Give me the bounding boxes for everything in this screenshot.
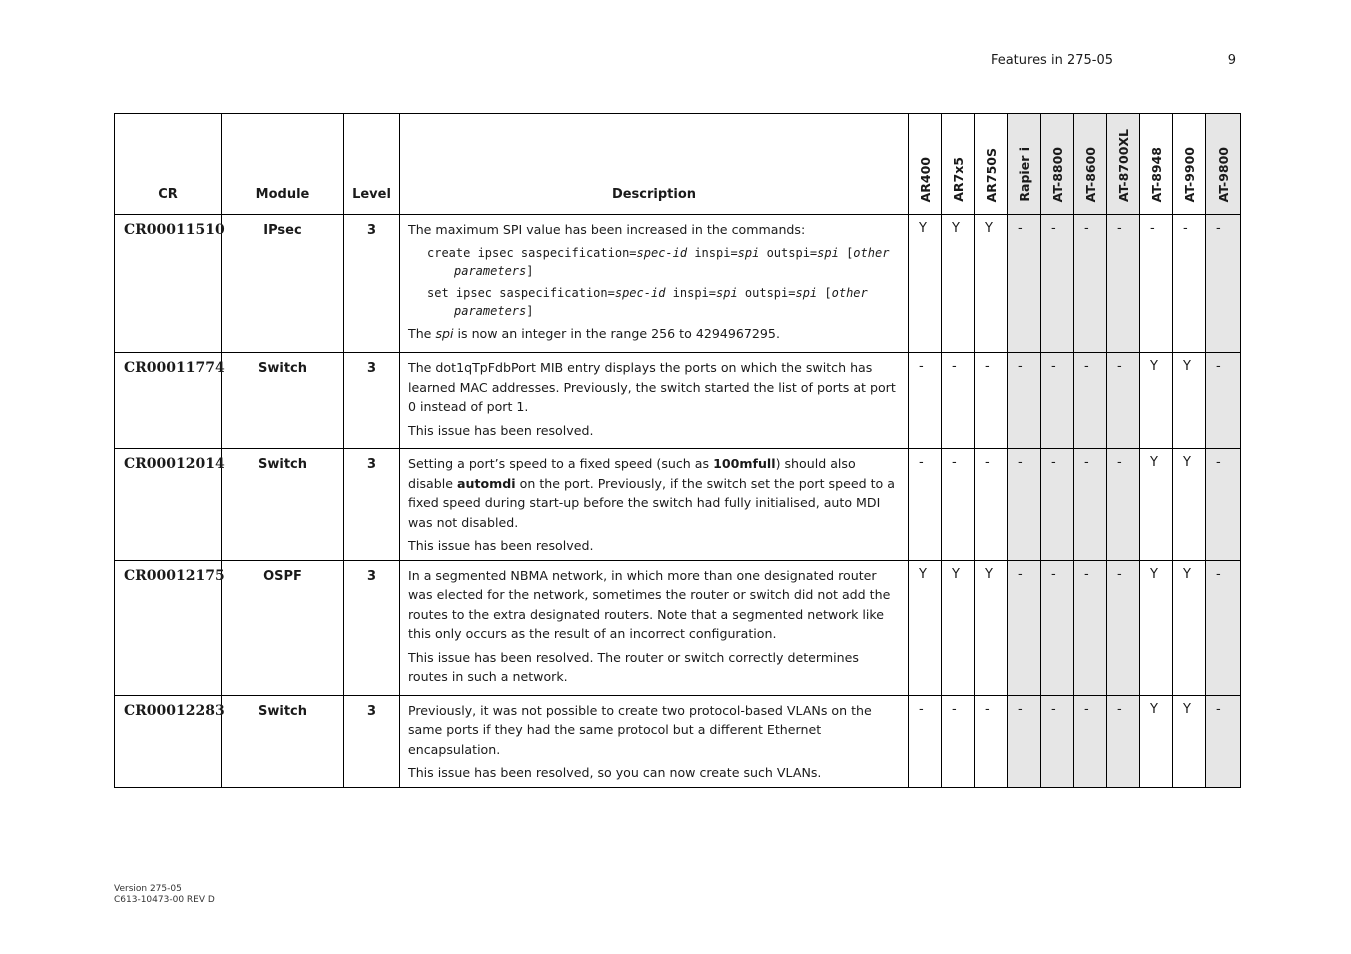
col-header-description: Description xyxy=(400,114,909,215)
table-row xyxy=(115,695,1241,787)
support-mark: - xyxy=(1107,353,1140,449)
support-mark: - xyxy=(1041,695,1074,787)
col-header-level: Level xyxy=(344,114,400,215)
support-mark: - xyxy=(1008,449,1041,561)
module-name: Switch xyxy=(222,695,344,787)
description-cell xyxy=(400,695,909,787)
support-mark: - xyxy=(1074,560,1107,695)
running-header-title: Features in 275-05 xyxy=(990,53,1113,68)
support-mark: - xyxy=(1206,560,1241,695)
col-header-product: AR400 xyxy=(909,114,942,215)
support-mark: - xyxy=(1074,215,1107,353)
support-mark: - xyxy=(1206,695,1241,787)
table-row xyxy=(115,449,1241,561)
col-header-product: AR750S xyxy=(975,114,1008,215)
description-cell xyxy=(400,560,909,695)
col-header-product: Rapier i xyxy=(1008,114,1041,215)
description-cell xyxy=(400,353,909,449)
module-name: Switch xyxy=(222,449,344,561)
support-mark: Y xyxy=(1140,449,1173,561)
module-name: OSPF xyxy=(222,560,344,695)
level-value: 3 xyxy=(344,353,400,449)
cr-number: CR00011510 xyxy=(115,215,222,353)
cr-number: CR00012014 xyxy=(115,449,222,561)
support-mark: - xyxy=(1074,353,1107,449)
support-mark: Y xyxy=(1140,695,1173,787)
resolution-text: This issue has been resolved, so you can now create such VLANs. xyxy=(408,765,822,780)
module-name: Switch xyxy=(222,353,344,449)
description-text: In a segmented NBMA network, in which more than one designated router was elected for the network, sometimes the router or switch did not add the routes to the extra designated routers. Note that a segmented network like this only occurs as the result of an incorrect configuration. xyxy=(408,567,891,641)
support-mark: - xyxy=(975,353,1008,449)
support-mark: - xyxy=(1008,695,1041,787)
support-mark: Y xyxy=(1173,353,1206,449)
support-mark: Y xyxy=(909,560,942,695)
support-mark: Y xyxy=(942,215,975,353)
col-header-product: AR7x5 xyxy=(942,114,975,215)
support-mark: Y xyxy=(1173,449,1206,561)
resolved-issues-table xyxy=(114,113,1241,788)
support-mark: - xyxy=(1173,215,1206,353)
table-header-row xyxy=(115,114,1241,215)
level-value: 3 xyxy=(344,560,400,695)
support-mark: - xyxy=(1074,695,1107,787)
col-header-product: AT-8700XL xyxy=(1107,114,1140,215)
cr-number: CR00011774 xyxy=(115,353,222,449)
support-mark: - xyxy=(1008,353,1041,449)
support-mark: - xyxy=(1107,695,1140,787)
command-syntax: set ipsec saspecification=spec-id inspi=spi outspi=spi [other parameters] xyxy=(427,285,868,318)
table-row xyxy=(115,560,1241,695)
support-mark: - xyxy=(1008,560,1041,695)
support-mark: Y xyxy=(1140,560,1173,695)
support-mark: - xyxy=(1107,560,1140,695)
module-name: IPsec xyxy=(222,215,344,353)
support-mark: - xyxy=(942,353,975,449)
support-mark: - xyxy=(942,695,975,787)
support-mark: - xyxy=(1107,215,1140,353)
support-mark: - xyxy=(909,353,942,449)
support-mark: - xyxy=(1041,560,1074,695)
support-mark: Y xyxy=(942,560,975,695)
support-mark: - xyxy=(1041,449,1074,561)
page-footer xyxy=(114,884,215,906)
command-syntax: create ipsec saspecification=spec-id inspi=spi outspi=spi [other parameters] xyxy=(427,245,890,278)
support-mark: - xyxy=(942,449,975,561)
page-number: 9 xyxy=(1227,53,1236,68)
support-mark: - xyxy=(975,695,1008,787)
resolution-text: This issue has been resolved. The router or switch correctly determines routes in such a network. xyxy=(408,649,859,684)
level-value: 3 xyxy=(344,695,400,787)
col-header-cr: CR xyxy=(115,114,222,215)
col-header-product: AT-8600 xyxy=(1074,114,1107,215)
cr-number: CR00012175 xyxy=(115,560,222,695)
description-cell xyxy=(400,215,909,353)
support-mark: Y xyxy=(975,560,1008,695)
support-mark: - xyxy=(1041,353,1074,449)
description-text: Setting a port’s speed to a fixed speed (such as 100mfull) should also disable automdi on the port. Previously, if the switch set the port speed to a fixed speed during start-up before the switch had fully initialised, auto MDI was not disabled. xyxy=(408,456,895,530)
support-mark: Y xyxy=(1140,353,1173,449)
table-row xyxy=(115,353,1241,449)
support-mark: Y xyxy=(1173,695,1206,787)
support-mark: - xyxy=(1140,215,1173,353)
support-mark: - xyxy=(1206,449,1241,561)
description-text: The dot1qTpFdbPort MIB entry displays the ports on which the switch has learned MAC addresses. Previously, the switch started the list of ports at port 0 instead of port 1. xyxy=(408,360,896,414)
col-header-product: AT-8800 xyxy=(1041,114,1074,215)
support-mark: - xyxy=(1074,449,1107,561)
support-mark: - xyxy=(909,695,942,787)
cr-number: CR00012283 xyxy=(115,695,222,787)
description-text: The maximum SPI value has been increased in the commands: xyxy=(408,222,806,237)
description-text: The spi is now an integer in the range 256 to 4294967295. xyxy=(408,325,780,341)
level-value: 3 xyxy=(344,215,400,353)
support-mark: - xyxy=(1206,353,1241,449)
description-cell xyxy=(400,449,909,561)
col-header-module: Module xyxy=(222,114,344,215)
support-mark: - xyxy=(1206,215,1241,353)
support-mark: - xyxy=(1008,215,1041,353)
level-value: 3 xyxy=(344,449,400,561)
resolution-text: This issue has been resolved. xyxy=(408,422,594,438)
col-header-product: AT-9900 xyxy=(1173,114,1206,215)
footer-version: Version 275-05 xyxy=(114,884,182,894)
col-header-product: AT-9800 xyxy=(1206,114,1241,215)
footer-doc-id: C613-10473-00 REV D xyxy=(114,895,215,905)
support-mark: - xyxy=(1107,449,1140,561)
support-mark: Y xyxy=(975,215,1008,353)
support-mark: Y xyxy=(909,215,942,353)
support-mark: Y xyxy=(1173,560,1206,695)
resolution-text: This issue has been resolved. xyxy=(408,538,594,553)
col-header-product: AT-8948 xyxy=(1140,114,1173,215)
description-text: Previously, it was not possible to create two protocol-based VLANs on the same ports if they had the same protocol but a different Ethernet encapsulation. xyxy=(408,702,872,757)
support-mark: - xyxy=(975,449,1008,561)
table-row xyxy=(115,215,1241,353)
support-mark: - xyxy=(909,449,942,561)
support-mark: - xyxy=(1041,215,1074,353)
